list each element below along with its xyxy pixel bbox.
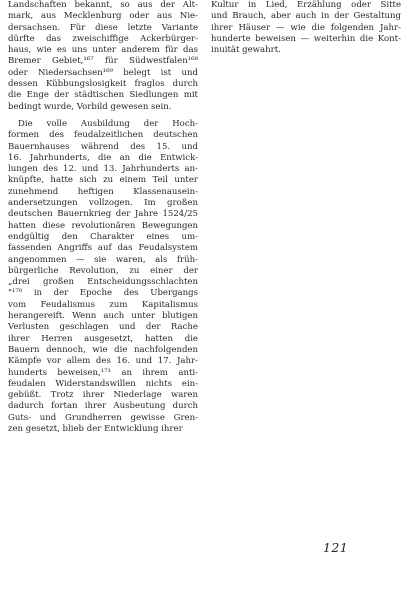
text-line: die Enge der städtischen Siedlungen mit xyxy=(8,90,198,101)
text-line: gebüßt. Trotz ihrer Niederlage waren xyxy=(8,390,198,401)
text-line: deutschen Bauernkrieg der Jahre 1524/25 xyxy=(8,209,198,220)
left-text-column xyxy=(8,0,198,435)
text-line: lungen des 12. und 13. Jahrhunderts an- xyxy=(8,164,198,175)
paragraph-2 xyxy=(8,119,198,435)
text-line: Guts- und Grundherren gewisse Gren- xyxy=(8,412,198,423)
text-line: dessen Kübbungslosigkeit fraglos durch xyxy=(8,79,198,90)
text-line: „drei großen Entscheidungsschlachten xyxy=(8,277,198,288)
text-line: haus, wie es uns unter anderem für das xyxy=(8,45,198,56)
page-number: 121 xyxy=(323,540,349,555)
text-line: inuität gewahrt. xyxy=(211,45,281,56)
text-line: ihrer Herren ausgesetzt, hatten die xyxy=(8,333,198,344)
text-line: zunehmend heftigen Klassenausein- xyxy=(8,186,198,197)
text-line: dadurch fortan ihrer Ausbeutung durch xyxy=(8,401,198,412)
text-line: angenommen — sie waren, als früh- xyxy=(8,254,198,265)
text-line: hatten diese revolutionären Bewegungen xyxy=(8,220,198,231)
text-line: "¹⁷⁰ in der Epoche des Übergangs xyxy=(8,288,198,299)
text-line: bürgerliche Revolution, zu einer der xyxy=(8,265,198,276)
text-line: ihrer Häuser — wie die folgenden Jahr- xyxy=(211,22,401,33)
text-line: und Brauch, aber auch in der Gestaltung xyxy=(211,11,401,22)
text-line: Landschaften bekannt, so aus der Alt- xyxy=(8,0,198,10)
text-line: bedingt wurde, Vorbild gewesen sein. xyxy=(8,101,172,112)
text-line: Bauern dennoch, wie die nachfolgenden xyxy=(8,344,198,355)
paragraph-3 xyxy=(211,0,401,56)
right-text-column xyxy=(211,0,401,56)
text-line: 16. Jahrhunderts, die an die Entwick- xyxy=(8,152,198,163)
text-line: vom Feudalismus zum Kapitalismus xyxy=(8,299,198,310)
text-line: zen gesetzt, blieb der Entwicklung ihrer xyxy=(8,423,183,434)
text-line: Verlusten geschlagen und der Rache xyxy=(8,322,198,333)
text-line: Kämpfe vor allem des 16. und 17. Jahr- xyxy=(8,356,198,367)
text-line: Die volle Ausbildung der Hoch- xyxy=(18,118,198,129)
text-line: mark, aus Mecklenburg oder aus Nie- xyxy=(8,11,198,22)
text-line: knüpfte, hatte sich zu einem Teil unter xyxy=(8,175,198,186)
text-line: fassenden Angriffs auf das Feudalsystem xyxy=(8,243,198,254)
text-line: feudalen Widerstandswillen nichts ein- xyxy=(8,378,198,389)
text-line: formen des feudalzeitlichen deutschen xyxy=(8,130,198,141)
text-line: hunderts beweisen,¹⁷¹ an ihrem anti- xyxy=(8,367,198,378)
text-line: Bauernhauses während des 15. und xyxy=(8,141,198,152)
text-line: Bremer Gebiet,¹⁶⁷ für Südwestfalen¹⁶⁸ xyxy=(8,56,198,67)
text-line: herangereift. Wenn auch unter blutigen xyxy=(8,311,198,322)
text-line: Kultur in Lied, Erzählung oder Sitte xyxy=(211,0,401,10)
text-line: endgültig den Charakter eines um- xyxy=(8,231,198,242)
text-line: oder Niedersachsen¹⁶⁹ belegt ist und xyxy=(8,67,198,78)
text-line: dürfte das zweischiffige Ackerbürger- xyxy=(8,33,198,44)
text-line: andersetzungen vollzogen. Im großen xyxy=(8,198,198,209)
text-line: hunderte beweisen — weiterhin die Kont- xyxy=(211,33,401,44)
paragraph-1 xyxy=(8,0,198,113)
text-line: dersachsen. Für diese letzte Variante xyxy=(8,22,198,33)
